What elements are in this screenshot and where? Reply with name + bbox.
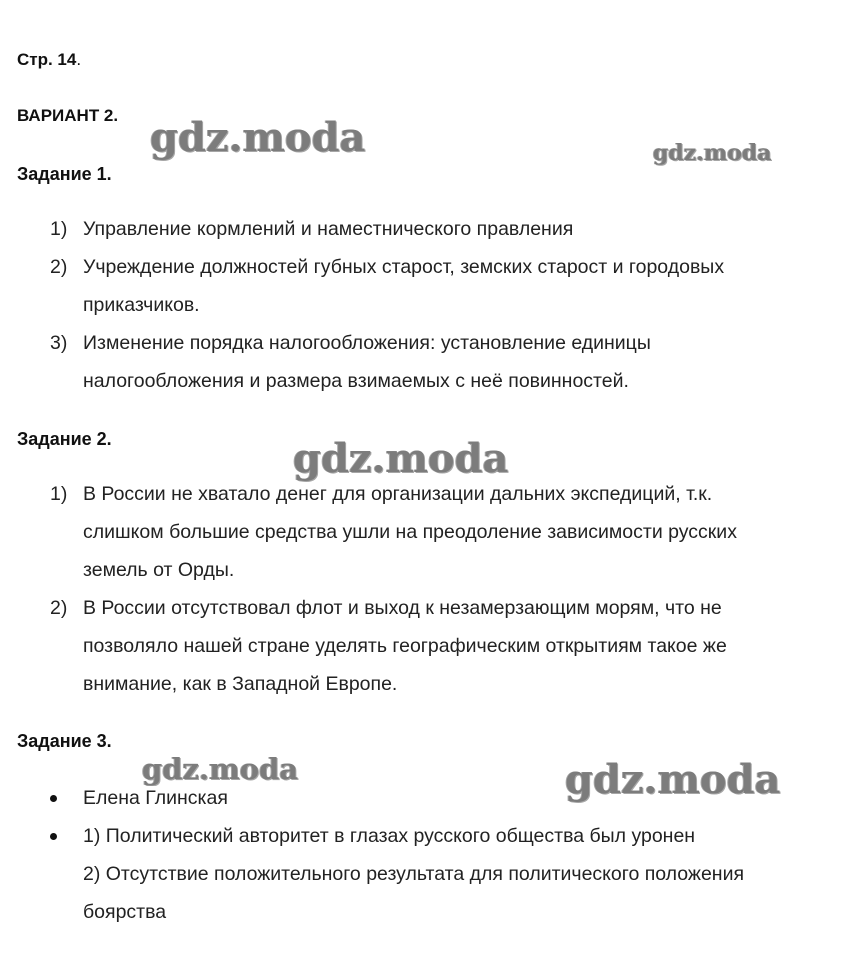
task2-title: Задание 2. [17,429,112,449]
bullet-icon [50,795,57,802]
list-item: 2) Учреждение должностей губных старост, земских старост и городовых приказчиков. [0,248,847,324]
list-item: 1) В России не хватало денег для организации дальних экспедиций, т.к. слишком большие средства ушли на преодоление зависимости русских земель от Орды. [0,475,847,589]
item-number: 2) [50,256,68,278]
item-number: 2) [50,597,68,619]
task3-list [0,779,847,931]
variant-heading: ВАРИАНТ 2. [17,106,119,125]
list-item: 2) В России отсутствовал флот и выход к незамерзающим морям, что не позволяло нашей стране уделять географическим открытиям такое же внимание, как в Западной Европе. [0,589,847,703]
watermark: gdz.moda [150,114,366,161]
task1-list [0,210,847,400]
list-item: 3) Изменение порядка налогообложения: установление единицы налогообложения и размера взимаемых с неё повинностей. [0,324,847,400]
item-number: 3) [50,332,68,354]
watermark: gdz.moda [293,435,509,482]
task2-list [0,475,847,703]
watermark: gdz.moda [142,752,299,786]
list-item: 1) Управление кормлений и наместнического правления [0,210,847,248]
page-label: Стр. 14. [17,50,82,69]
list-item: Елена Глинская [0,779,847,817]
task1-title: Задание 1. [17,164,112,184]
item-number: 1) [50,483,68,505]
bullet-icon [50,833,57,840]
watermark: gdz.moda [653,140,772,166]
watermark: gdz.moda [565,756,781,803]
list-item: 1) Политический авторитет в глазах русского общества был уронен 2) Отсутствие положительного результата для политического положения боярства [0,817,847,931]
task3-title: Задание 3. [17,731,112,751]
item-number: 1) [50,218,68,240]
